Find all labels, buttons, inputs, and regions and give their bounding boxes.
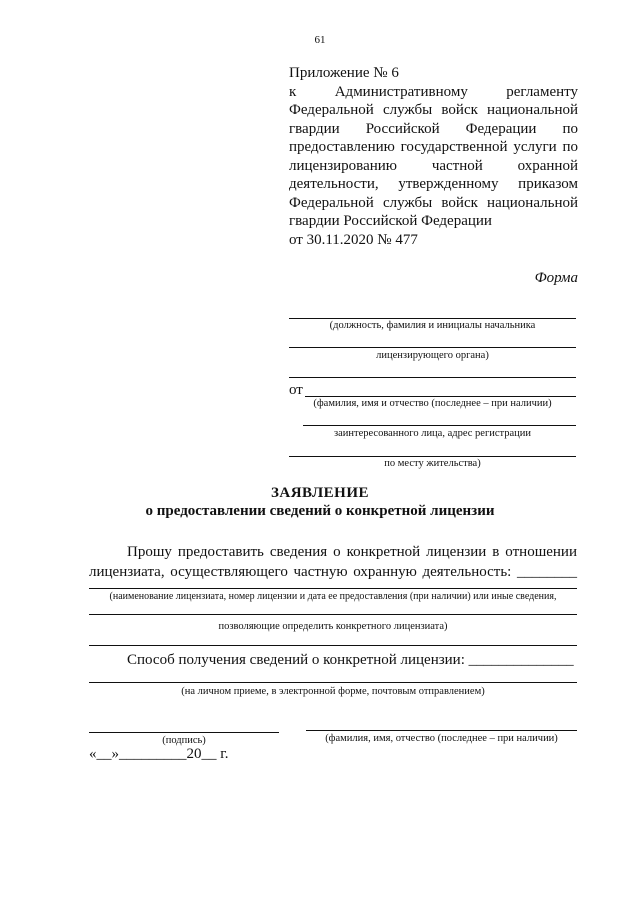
date-field[interactable]: «__»_________20__ г.	[89, 746, 229, 762]
appendix-line-6: лицензированию частной охранной	[289, 157, 578, 174]
appendix-line-4: гвардии Российской Федерации по	[289, 120, 578, 137]
sender-line-1[interactable]	[305, 396, 576, 397]
sender-line-3[interactable]	[289, 456, 576, 457]
appendix-line-9: гвардии Российской Федерации	[289, 213, 492, 229]
signature-line[interactable]	[89, 732, 279, 733]
document-title: ЗАЯВЛЕНИЕ	[270, 485, 370, 501]
sender-caption-1: (фамилия, имя и отчество (последнее – при наличии)	[313, 398, 552, 409]
request-caption-1: (наименование лицензиата, номер лицензии и дата ее предоставления (при наличии) или иные сведения,	[109, 591, 557, 602]
request-caption-2: позволяющие определить конкретного лицензиата)	[218, 621, 448, 632]
addressee-line-2[interactable]	[289, 347, 576, 348]
addressee-line-1[interactable]	[289, 318, 576, 319]
sender-line-0[interactable]	[289, 377, 576, 378]
from-label: от	[289, 382, 303, 398]
form-label: Форма	[534, 270, 578, 286]
sender-caption-2: заинтересованного лица, адрес регистрации	[333, 428, 532, 439]
signature-caption: (подпись)	[162, 735, 206, 746]
request-line-field-2[interactable]	[89, 614, 577, 615]
receipt-method: Способ получения сведений о конкретной лицензии: ______________	[127, 652, 574, 668]
name-line[interactable]	[306, 730, 577, 731]
request-line-2: лицензиата, осуществляющего частную охранную деятельность: ________	[89, 564, 577, 580]
appendix-line-1: Приложение № 6	[289, 65, 399, 81]
request-paragraph	[89, 542, 577, 582]
appendix-line-8: Федеральной службы войск национальной	[289, 194, 578, 211]
method-line[interactable]	[89, 682, 577, 683]
document-subtitle: о предоставлении сведений о конкретной лицензии	[145, 503, 495, 519]
method-caption: (на личном приеме, в электронной форме, почтовым отправлением)	[181, 686, 485, 697]
addressee-caption-1: (должность, фамилия и инициалы начальника	[329, 320, 536, 331]
name-caption: (фамилия, имя, отчество (последнее – при наличии)	[325, 733, 558, 744]
request-line-field-3[interactable]	[89, 645, 577, 646]
sender-caption-3: по месту жительства)	[384, 458, 481, 469]
sender-line-2[interactable]	[303, 425, 576, 426]
page-number: 61	[314, 34, 326, 46]
appendix-line-10: от 30.11.2020 № 477	[289, 231, 418, 248]
addressee-caption-2: лицензирующего органа)	[376, 350, 489, 361]
appendix-header	[289, 64, 578, 249]
request-line-1: Прошу предоставить сведения о конкретной лицензии в отношении	[127, 544, 577, 560]
appendix-line-3: Федеральной службы войск национальной	[289, 102, 578, 118]
appendix-line-2: к Административному регламенту	[289, 83, 578, 100]
appendix-line-7: деятельности, утвержденному приказом	[289, 176, 578, 192]
request-line-field-1[interactable]	[89, 588, 577, 589]
appendix-line-5: предоставлению государственной услуги по	[289, 139, 578, 155]
